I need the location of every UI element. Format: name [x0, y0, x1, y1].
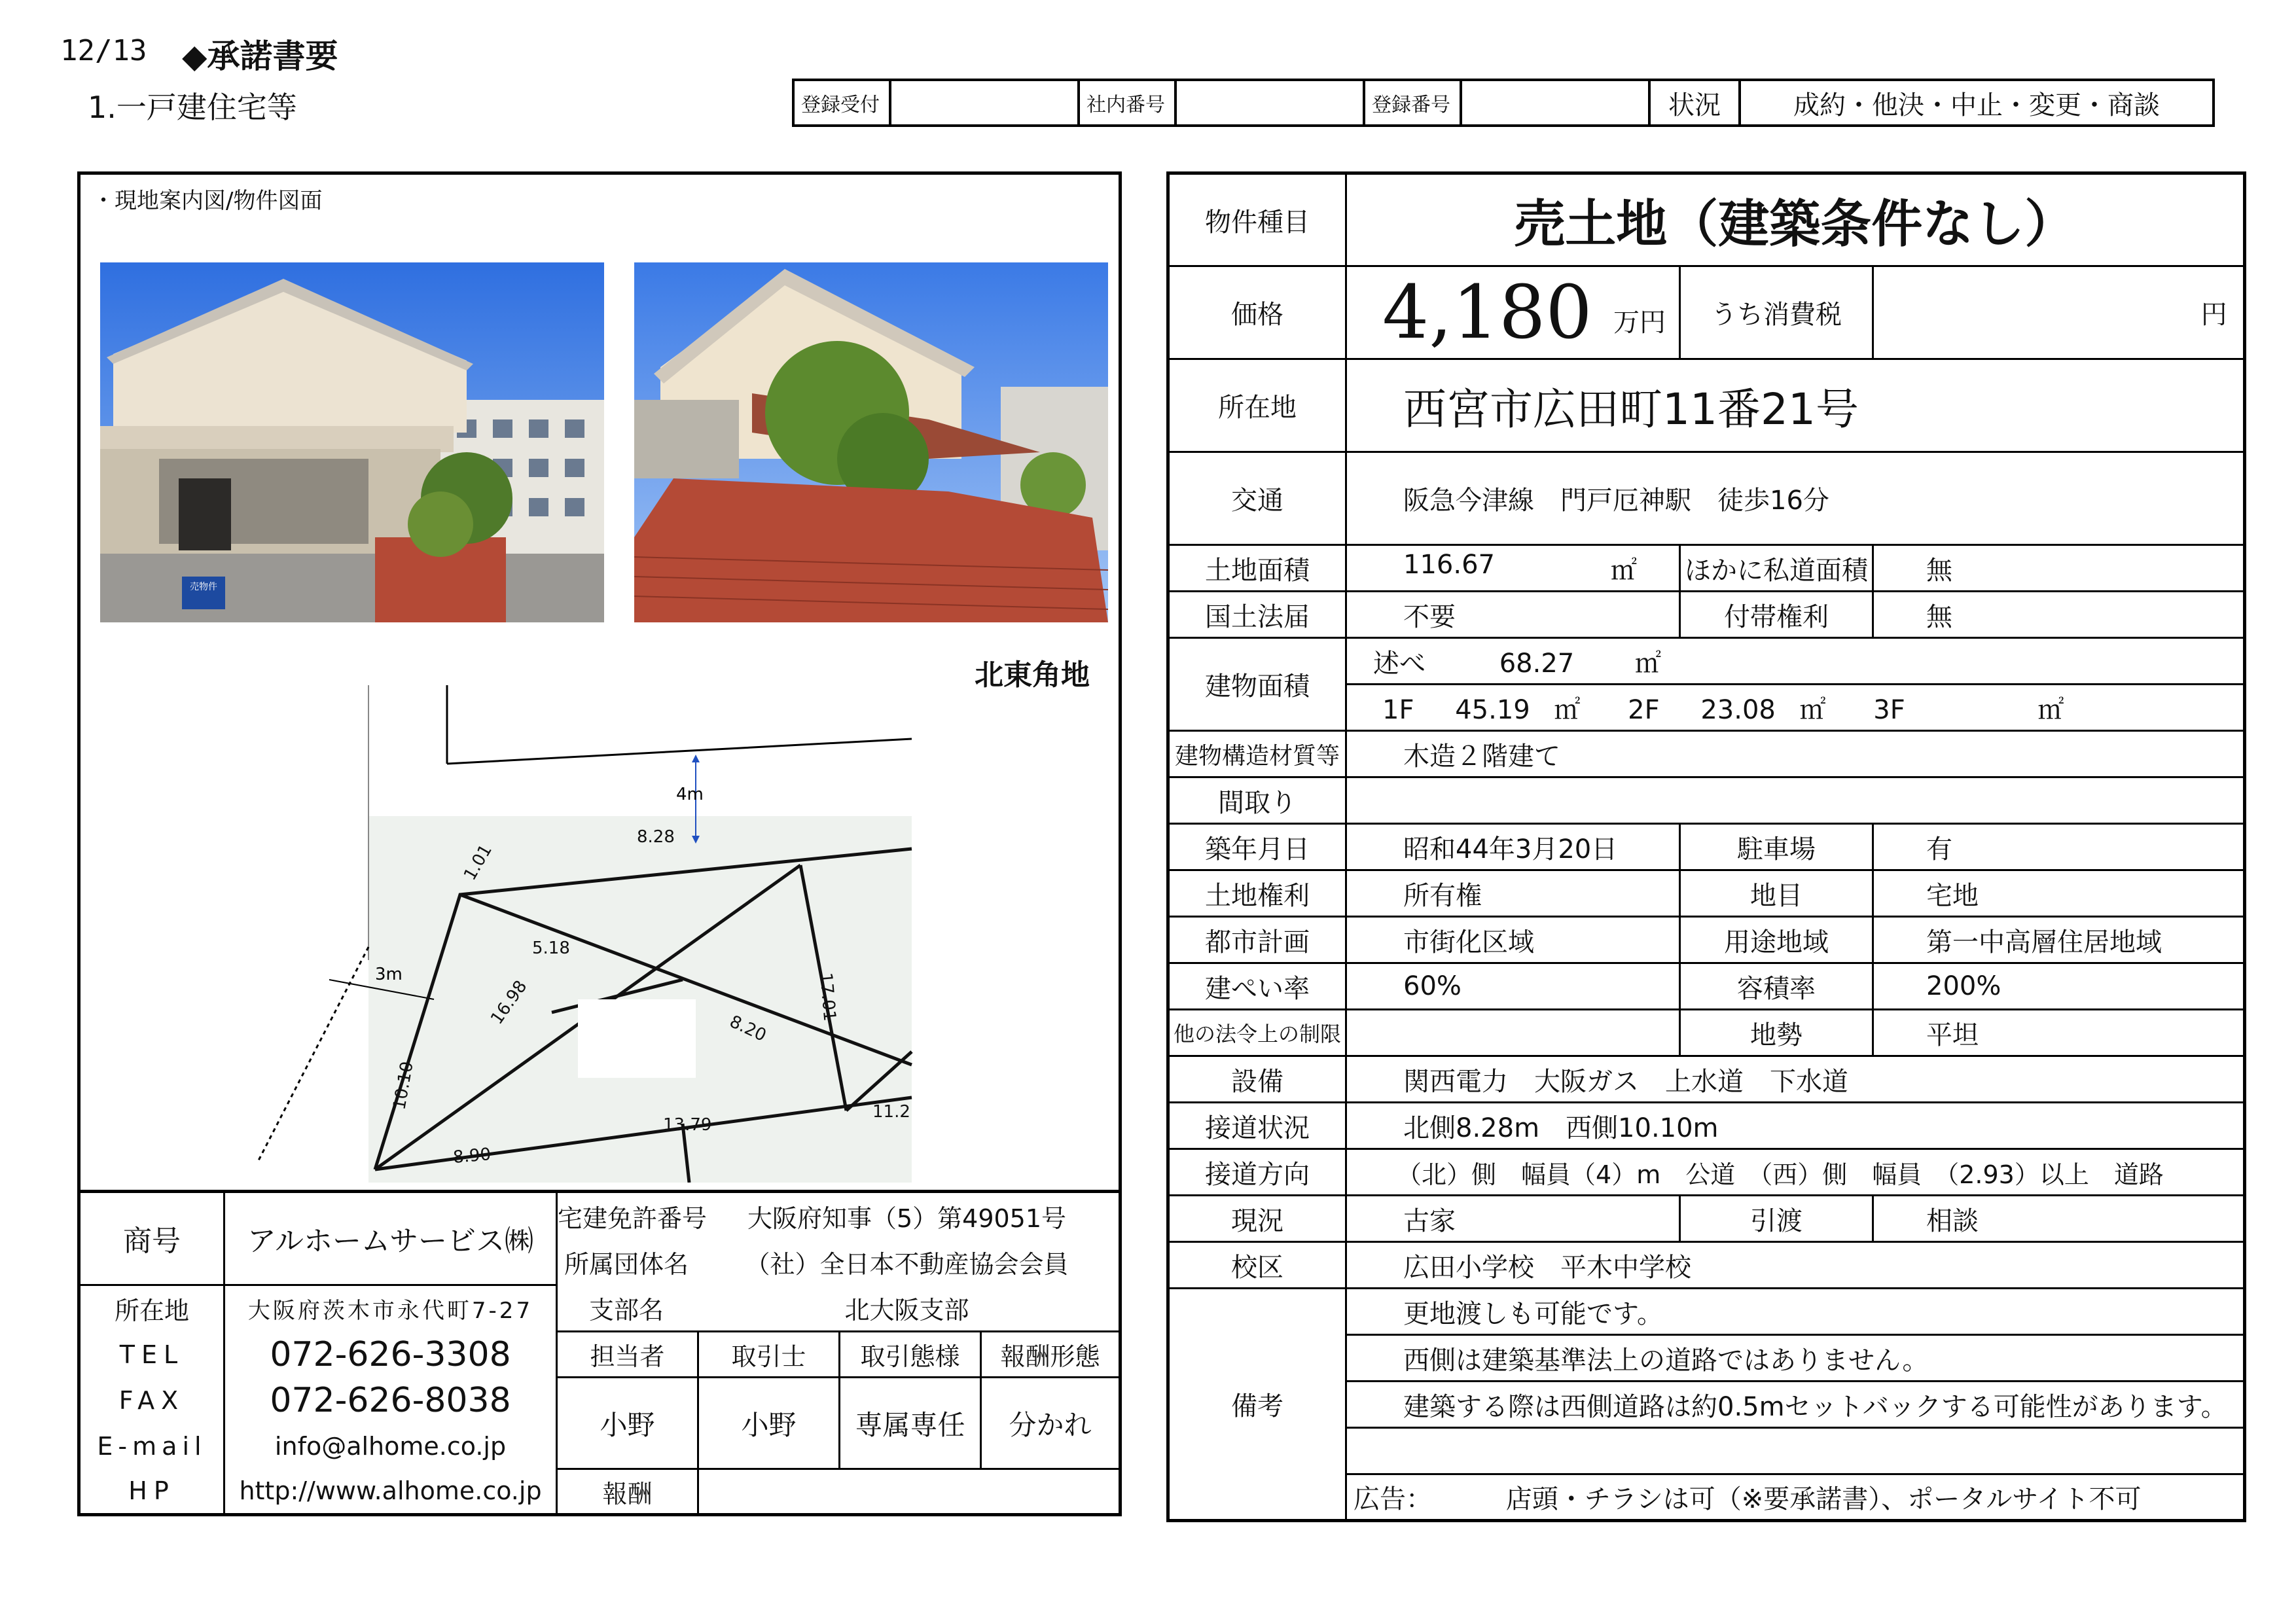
attached-rights-label: 付帯権利: [1680, 592, 1873, 638]
remark-line-1: 更地渡しも可能です。: [1346, 1289, 2245, 1335]
facilities-value: 関西電力 大阪ガス 上水道 下水道: [1346, 1056, 2245, 1103]
tax-label: うち消費税: [1680, 266, 1873, 359]
other-law-value: [1346, 1010, 1680, 1056]
survey-plan: [257, 685, 977, 1183]
layout-value: [1346, 777, 2245, 824]
survey-d10: 17.01: [816, 971, 840, 1022]
total-area-label: 述べ: [1373, 648, 1426, 679]
header-registration-table: [792, 79, 2215, 127]
land-category-value: 宅地: [1873, 870, 2245, 917]
parking-label: 駐車場: [1680, 824, 1873, 870]
house-photo-front: [100, 262, 604, 622]
floor2-value: 23.08: [1700, 694, 1776, 725]
license-label: 宅建免許番号: [558, 1204, 708, 1233]
transport-label: 交通: [1168, 452, 1346, 545]
city-plan-value: 市街化区域: [1346, 917, 1680, 963]
deal-type-label: 取引態様: [840, 1332, 981, 1378]
remarks-label: 備考: [1168, 1289, 1346, 1521]
remark-line-2: 西側は建築基準法上の道路ではありません。: [1346, 1335, 2245, 1382]
handover-value: 相談: [1873, 1196, 2245, 1242]
property-table: [1166, 171, 2246, 1522]
floor2-unit: ㎡: [1799, 694, 1826, 725]
internal-no-label: 社内番号: [1079, 80, 1175, 126]
survey-d8: 11.2: [872, 1102, 910, 1122]
branch-label: 支部名: [588, 1295, 664, 1325]
terrain-label: 地勢: [1680, 1010, 1873, 1056]
reg-no-field[interactable]: [1461, 80, 1649, 126]
transport-value: 阪急今津線 門戸厄神駅 徒歩16分: [1346, 452, 2245, 545]
land-law-label: 国土法届: [1168, 592, 1346, 638]
dealer-value: 小野: [698, 1378, 840, 1469]
price-label: 価格: [1168, 266, 1346, 359]
survey-d2: 5.18: [532, 938, 570, 958]
land-rights-value: 所有権: [1346, 870, 1680, 917]
email-label: E-mail: [79, 1423, 224, 1469]
structure-label: 建物構造材質等: [1168, 731, 1346, 777]
page-counter: 12/13: [60, 34, 147, 67]
fee-label: 報酬: [557, 1469, 698, 1515]
built-value: 昭和44年3月20日: [1346, 824, 1680, 870]
house-photo-corner: [634, 262, 1108, 622]
survey-d6: 8.90: [452, 1145, 492, 1168]
company-address: 大阪府茨木市永代町7-27: [224, 1285, 557, 1332]
remark-line-3: 建築する際は西側道路は約0.5mセットバックする可能性があります。: [1346, 1382, 2245, 1428]
total-area-value: 68.27: [1499, 648, 1575, 679]
document-title: ◆承諾書要: [182, 37, 338, 75]
corner-lot-label: 北東角地: [975, 658, 1090, 692]
far-label: 容積率: [1680, 963, 1873, 1010]
location-value: 西宮市広田町11番21号: [1346, 359, 2245, 452]
type-label: 物件種目: [1168, 173, 1346, 266]
floor1-value: 45.19: [1455, 694, 1530, 725]
address-label: 所在地: [79, 1285, 224, 1332]
survey-d4: 8.20: [726, 1012, 770, 1046]
status-options: 成約・他決・中止・変更・商談: [1740, 80, 2214, 126]
deal-type-value: 専属専任: [840, 1378, 981, 1469]
dim-3m-label: 3m: [375, 965, 403, 984]
survey-d7: 13.79: [663, 1115, 712, 1135]
handover-label: 引渡: [1680, 1196, 1873, 1242]
reg-no-label: 登録番号: [1364, 80, 1461, 126]
school-value: 広田小学校 平木中学校: [1346, 1242, 2245, 1289]
floor2-label: 2F: [1628, 694, 1660, 725]
ad-label: 広告：: [1354, 1484, 1433, 1514]
for-sale-sign-text: 売物件: [190, 582, 217, 592]
current-value: 古家: [1346, 1196, 1680, 1242]
city-plan-label: 都市計画: [1168, 917, 1346, 963]
land-area-value: 116.67: [1403, 549, 1495, 580]
license-value: 大阪府知事（5）第49051号: [747, 1204, 1067, 1233]
branch-value: 北大阪支部: [844, 1295, 969, 1325]
survey-d1: 8.28: [637, 827, 675, 847]
dim-4m-label: 4m: [676, 785, 704, 804]
private-road-value: 無: [1873, 545, 2245, 592]
document-subtitle: 1.一戸建住宅等: [88, 90, 297, 125]
company-name: アルホームサービス㈱: [224, 1192, 557, 1285]
association-label: 所属団体名: [564, 1249, 689, 1279]
company-table: [77, 1190, 1122, 1516]
floor1-unit: ㎡: [1554, 694, 1581, 725]
attached-rights-value: 無: [1873, 592, 2245, 638]
staff-value: 小野: [557, 1378, 698, 1469]
layout-label: 間取り: [1168, 777, 1346, 824]
land-area-label: 土地面積: [1168, 545, 1346, 592]
terrain-value: 平坦: [1873, 1010, 2245, 1056]
private-road-label: ほかに私道面積: [1680, 545, 1873, 592]
price-unit: 万円: [1613, 307, 1666, 338]
road-status-value: 北側8.28m 西側10.10m: [1346, 1103, 2245, 1149]
tax-unit: 円: [1873, 266, 2245, 359]
fee-value: [698, 1469, 1121, 1515]
bcr-value: 60%: [1346, 963, 1680, 1010]
structure-value: 木造２階建て: [1346, 731, 2245, 777]
reg-receipt-label: 登録受付: [793, 80, 890, 126]
built-label: 築年月日: [1168, 824, 1346, 870]
school-label: 校区: [1168, 1242, 1346, 1289]
building-area-label: 建物面積: [1168, 638, 1346, 731]
price-value: 4,180: [1382, 270, 1592, 355]
floor1-label: 1F: [1382, 694, 1414, 725]
survey-d5: 10.10: [389, 1060, 418, 1112]
status-label: 状況: [1649, 80, 1740, 126]
hp-value[interactable]: http://www.alhome.co.jp: [224, 1469, 557, 1515]
road-direction-label: 接道方向: [1168, 1149, 1346, 1196]
internal-no-field[interactable]: [1175, 80, 1364, 126]
tel-label: TEL: [79, 1332, 224, 1378]
facilities-label: 設備: [1168, 1056, 1346, 1103]
remark-line-4: [1346, 1428, 2245, 1474]
land-rights-label: 土地権利: [1168, 870, 1346, 917]
fee-type-value: 分かれ: [981, 1378, 1121, 1469]
land-law-value: 不要: [1346, 592, 1680, 638]
company-name-label: 商号: [79, 1192, 224, 1285]
ad-value: 店頭・チラシは可（※要承諾書）、ポータルサイト不可: [1505, 1484, 2142, 1514]
floor3-unit: ㎡: [2037, 694, 2064, 725]
fee-type-label: 報酬形態: [981, 1332, 1121, 1378]
total-area-unit: ㎡: [1634, 648, 1661, 679]
email-value[interactable]: info@alhome.co.jp: [224, 1423, 557, 1469]
survey-d3: 16.98: [487, 976, 531, 1029]
zoning-label: 用途地域: [1680, 917, 1873, 963]
reg-receipt-field[interactable]: [890, 80, 1079, 126]
fax-value: 072-626-8038: [224, 1378, 557, 1423]
staff-label: 担当者: [557, 1332, 698, 1378]
type-value: 売土地（建築条件なし）: [1346, 173, 2245, 266]
location-label: 所在地: [1168, 359, 1346, 452]
dealer-label: 取引士: [698, 1332, 840, 1378]
zoning-value: 第一中高層住居地域: [1873, 917, 2245, 963]
map-caption: ・現地案内図/物件図面: [92, 188, 323, 214]
survey-d9: 1.01: [460, 841, 497, 884]
road-direction-value: （北）側 幅員（4）m 公道 （西）側 幅員 （2.93）以上 道路: [1346, 1149, 2245, 1196]
current-label: 現況: [1168, 1196, 1346, 1242]
land-category-label: 地目: [1680, 870, 1873, 917]
map-panel: [77, 171, 1122, 1192]
fax-label: FAX: [79, 1378, 224, 1423]
hp-label: HP: [79, 1469, 224, 1515]
bcr-label: 建ぺい率: [1168, 963, 1346, 1010]
tel-value[interactable]: 072-626-3308: [224, 1332, 557, 1378]
floor3-label: 3F: [1873, 694, 1905, 725]
parking-value: 有: [1873, 824, 2245, 870]
road-status-label: 接道状況: [1168, 1103, 1346, 1149]
land-area-unit: ㎡: [1611, 555, 1638, 586]
far-value: 200%: [1873, 963, 2245, 1010]
other-law-label: 他の法令上の制限: [1168, 1010, 1346, 1056]
association-value: （社）全日本不動産協会会員: [745, 1249, 1069, 1279]
